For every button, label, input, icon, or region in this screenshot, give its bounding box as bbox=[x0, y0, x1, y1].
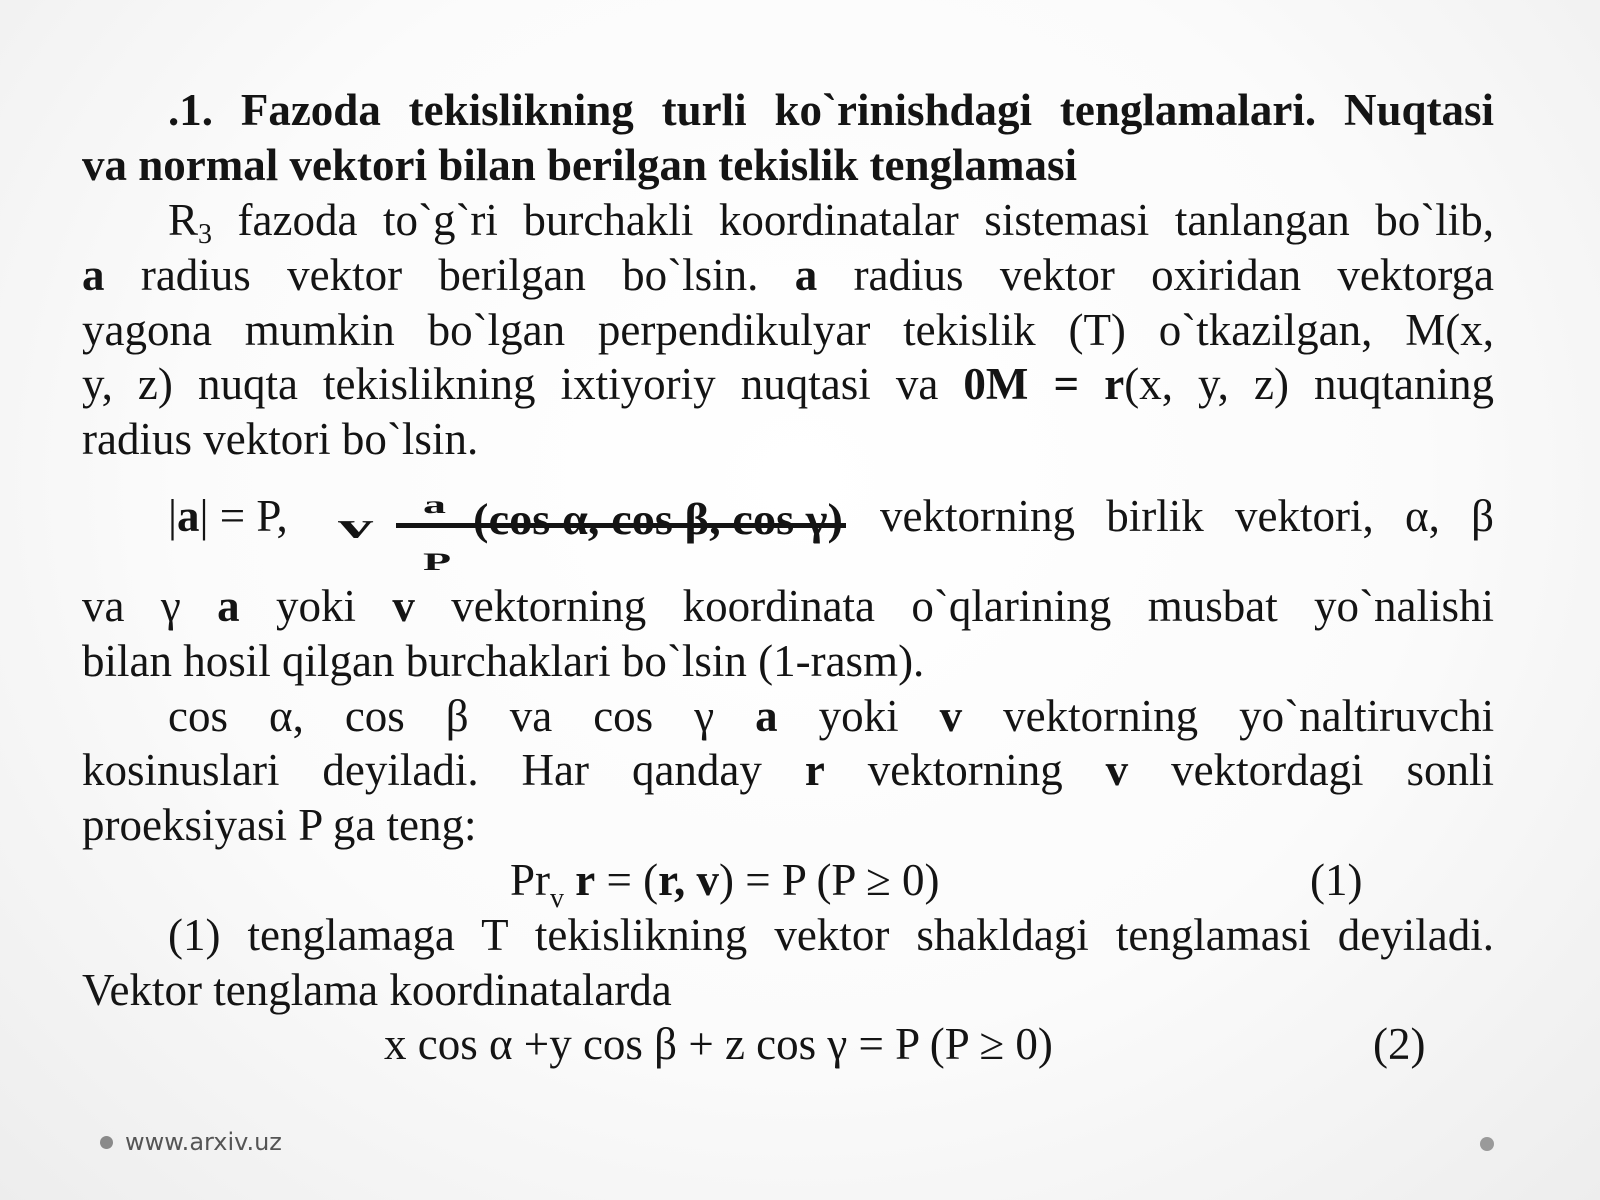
text: y, z) nuqta tekislikning ixtiyoriy nuqtasi va bbox=[82, 359, 964, 409]
para1-line-3 bbox=[82, 302, 1494, 358]
footer-url[interactable]: www.arxiv.uz bbox=[125, 1128, 282, 1156]
subscript-3: 3 bbox=[198, 219, 213, 250]
equation-1 bbox=[510, 852, 940, 914]
para4-line-1 bbox=[168, 907, 1494, 963]
garble-v: v bbox=[338, 505, 374, 546]
title-text-1: .1. Fazoda tekislikning turli ko`rinishdagi tenglamalari. Nuqtasi bbox=[168, 85, 1494, 135]
subscript-v: v bbox=[550, 883, 565, 914]
bold-v: v bbox=[939, 691, 963, 741]
garble-cos-text: (cos α, cos β, cos γ) bbox=[473, 495, 843, 544]
text: vektorning bbox=[867, 745, 1063, 795]
garbled-unit-vector-formula bbox=[338, 487, 848, 577]
bold-a: a bbox=[755, 691, 778, 741]
text: vektorning birlik vektori, α, β bbox=[880, 491, 1494, 541]
bold-r: r bbox=[575, 855, 596, 905]
text: vektorning koordinata o`qlarining musbat yo`nalishi bbox=[451, 581, 1495, 631]
text: ) = P (P ≥ 0) bbox=[718, 855, 940, 905]
bold-a: a bbox=[217, 581, 240, 631]
bar: | bbox=[168, 491, 178, 541]
equation-2: x cos α +y cos β + z cos γ = P (P ≥ 0) bbox=[384, 1019, 1053, 1069]
text: fazoda to`g`ri burchakli koordinatalar sistemasi tanlangan bo`lib, bbox=[212, 195, 1494, 245]
title-text-2: va normal vektori bilan berilgan tekislik tenglamasi bbox=[82, 140, 1078, 190]
title-line-2 bbox=[82, 137, 1494, 193]
bold-v: v bbox=[392, 581, 415, 631]
bold-r-v: r, v bbox=[658, 855, 719, 905]
bold-a: a bbox=[794, 250, 818, 300]
bold-v: v bbox=[1105, 745, 1129, 795]
equation-1-number: (1) bbox=[1310, 855, 1363, 905]
slide-dot-icon bbox=[1480, 1137, 1494, 1151]
text-r: R bbox=[168, 195, 199, 245]
para2-line-2 bbox=[82, 633, 1494, 689]
text-pr: Pr bbox=[510, 855, 551, 905]
text: yoki bbox=[275, 581, 356, 631]
text: proeksiyasi P ga teng: bbox=[82, 800, 477, 850]
text: (1) tenglamaga T tekislikning vektor shakldagi tenglamasi deyiladi. bbox=[168, 910, 1494, 960]
para2-line-1 bbox=[82, 578, 1494, 634]
title-line-1 bbox=[168, 82, 1494, 138]
formula-left bbox=[168, 488, 288, 544]
bold-a: a bbox=[177, 491, 200, 541]
para1-line-1 bbox=[168, 192, 1494, 248]
bold-r: r bbox=[804, 745, 825, 795]
para3-line-2 bbox=[82, 742, 1494, 798]
text: | = P, bbox=[199, 491, 288, 541]
garble-bottom-p: P bbox=[423, 548, 452, 577]
para3-line-3 bbox=[82, 797, 1494, 853]
text: radius vektor berilgan bo`lsin. bbox=[140, 250, 759, 300]
text: va cos γ bbox=[509, 691, 715, 741]
text: cos α, cos β bbox=[168, 691, 469, 741]
text: kosinuslari deyiladi. Har qanday bbox=[82, 745, 762, 795]
para1-line-5 bbox=[82, 411, 1494, 467]
text: radius vektori bo`lsin. bbox=[82, 414, 479, 464]
text: yagona mumkin bo`lgan perpendikulyar tekislik (T) o`tkazilgan, M(x, bbox=[82, 305, 1494, 355]
bold-a: a bbox=[82, 250, 105, 300]
footer bbox=[100, 1128, 282, 1156]
para1-line-4 bbox=[82, 356, 1494, 412]
text: vektorning yo`naltiruvchi bbox=[1003, 691, 1495, 741]
text: (x, y, z) nuqtaning bbox=[1124, 359, 1495, 409]
text: = ( bbox=[595, 855, 659, 905]
text: vektordagi sonli bbox=[1171, 745, 1494, 795]
garble-top-a: a bbox=[423, 491, 447, 519]
text: Vektor tenglama koordinatalarda bbox=[82, 965, 672, 1015]
formula-right bbox=[880, 488, 1494, 544]
text: radius vektor oxiridan vektorga bbox=[853, 250, 1495, 300]
para1-line-2 bbox=[82, 247, 1494, 303]
para3-line-1 bbox=[168, 688, 1494, 744]
bullet-icon bbox=[100, 1136, 113, 1149]
bold-0m-r: 0M = r bbox=[963, 359, 1125, 409]
equation-2-number: (2) bbox=[1373, 1019, 1426, 1069]
text: bilan hosil qilgan burchaklari bo`lsin (1-rasm). bbox=[82, 636, 925, 686]
text: yoki bbox=[818, 691, 899, 741]
text: va γ bbox=[82, 581, 181, 631]
para4-line-2 bbox=[82, 962, 1494, 1018]
